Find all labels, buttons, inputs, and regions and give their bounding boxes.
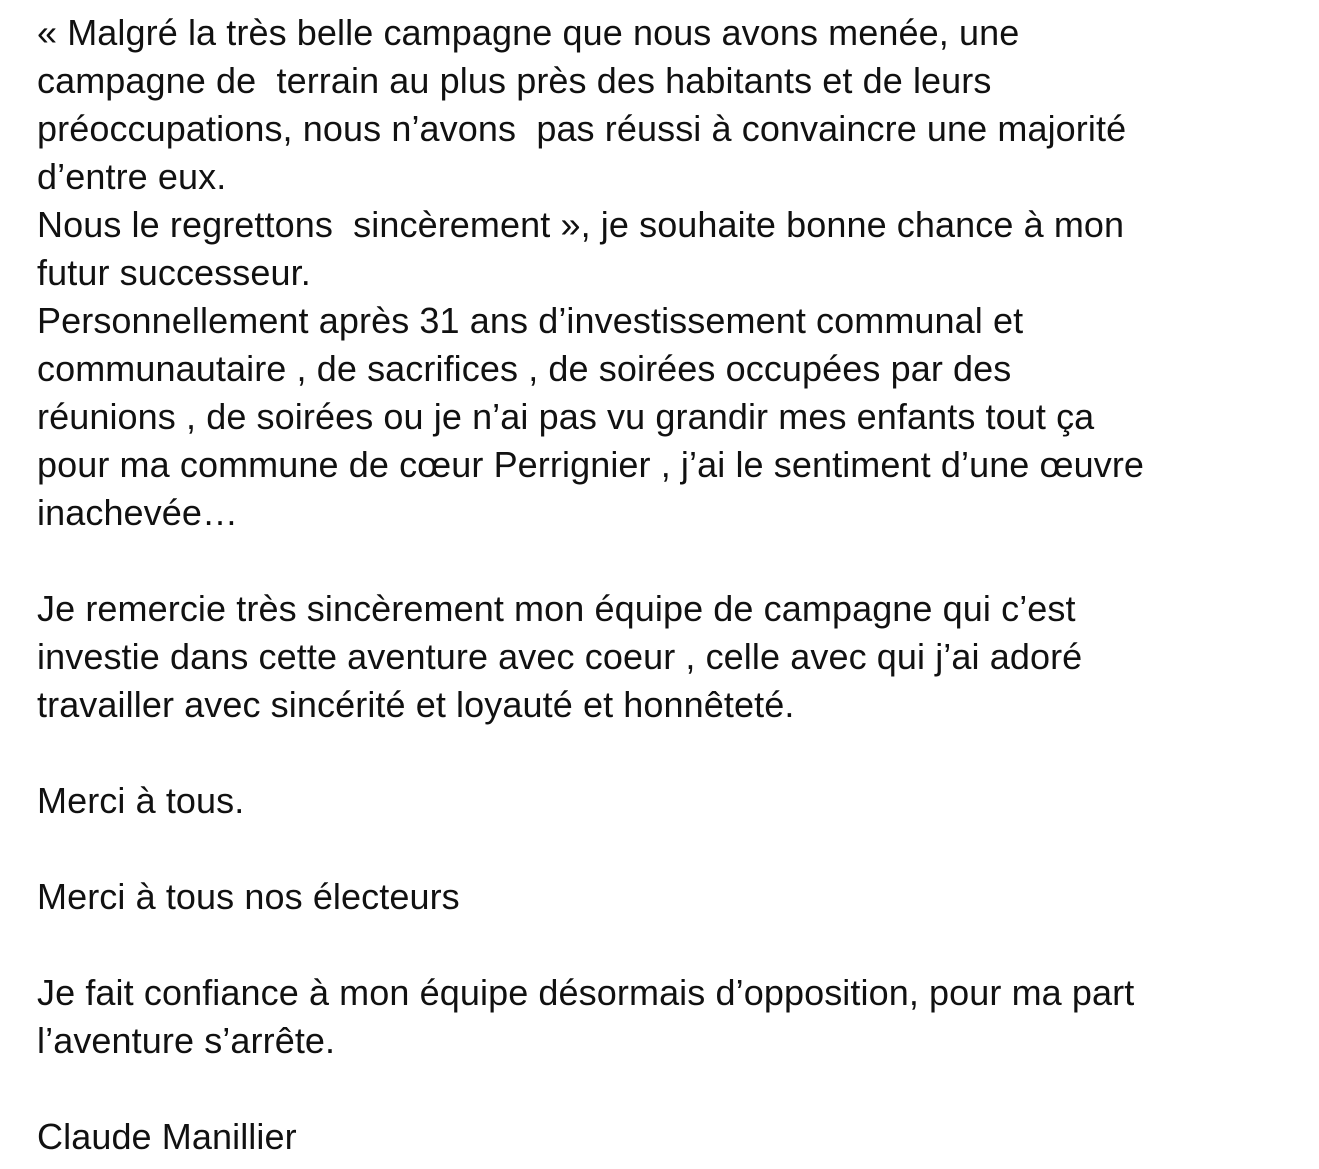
- text-line: campagne de terrain au plus près des habitants et de leurs: [37, 60, 992, 101]
- paragraph-spacer: [37, 1065, 1305, 1113]
- text-line: d’entre eux.: [37, 156, 227, 197]
- paragraph-spacer: [37, 537, 1305, 585]
- signature: Claude Manillier: [37, 1116, 297, 1157]
- text-line: « Malgré la très belle campagne que nous avons menée, une: [37, 12, 1020, 53]
- text-line: Merci à tous nos électeurs: [37, 876, 460, 917]
- post-text: [37, 9, 1305, 1161]
- text-line: travailler avec sincérité et loyauté et honnêteté.: [37, 684, 795, 725]
- text-line: communautaire , de sacrifices , de soirées occupées par des: [37, 348, 1012, 389]
- text-line: investie dans cette aventure avec coeur , celle avec qui j’ai adoré: [37, 636, 1083, 677]
- text-line: inachevée…: [37, 492, 239, 533]
- paragraph-spacer: [37, 921, 1305, 969]
- text-line: Personnellement après 31 ans d’investissement communal et: [37, 300, 1024, 341]
- paragraph-spacer: [37, 729, 1305, 777]
- text-line: Nous le regrettons sincèrement », je souhaite bonne chance à mon: [37, 204, 1125, 245]
- text-line: l’aventure s’arrête.: [37, 1020, 336, 1061]
- text-line: réunions , de soirées ou je n’ai pas vu grandir mes enfants tout ça: [37, 396, 1095, 437]
- text-line: futur successeur.: [37, 252, 311, 293]
- text-line: pour ma commune de cœur Perrignier , j’ai le sentiment d’une œuvre: [37, 444, 1145, 485]
- text-line: Je remercie très sincèrement mon équipe de campagne qui c’est: [37, 588, 1076, 629]
- text-line: Merci à tous.: [37, 780, 245, 821]
- paragraph-spacer: [37, 825, 1305, 873]
- text-line: Je fait confiance à mon équipe désormais d’opposition, pour ma part: [37, 972, 1135, 1013]
- text-line: préoccupations, nous n’avons pas réussi à convaincre une majorité: [37, 108, 1127, 149]
